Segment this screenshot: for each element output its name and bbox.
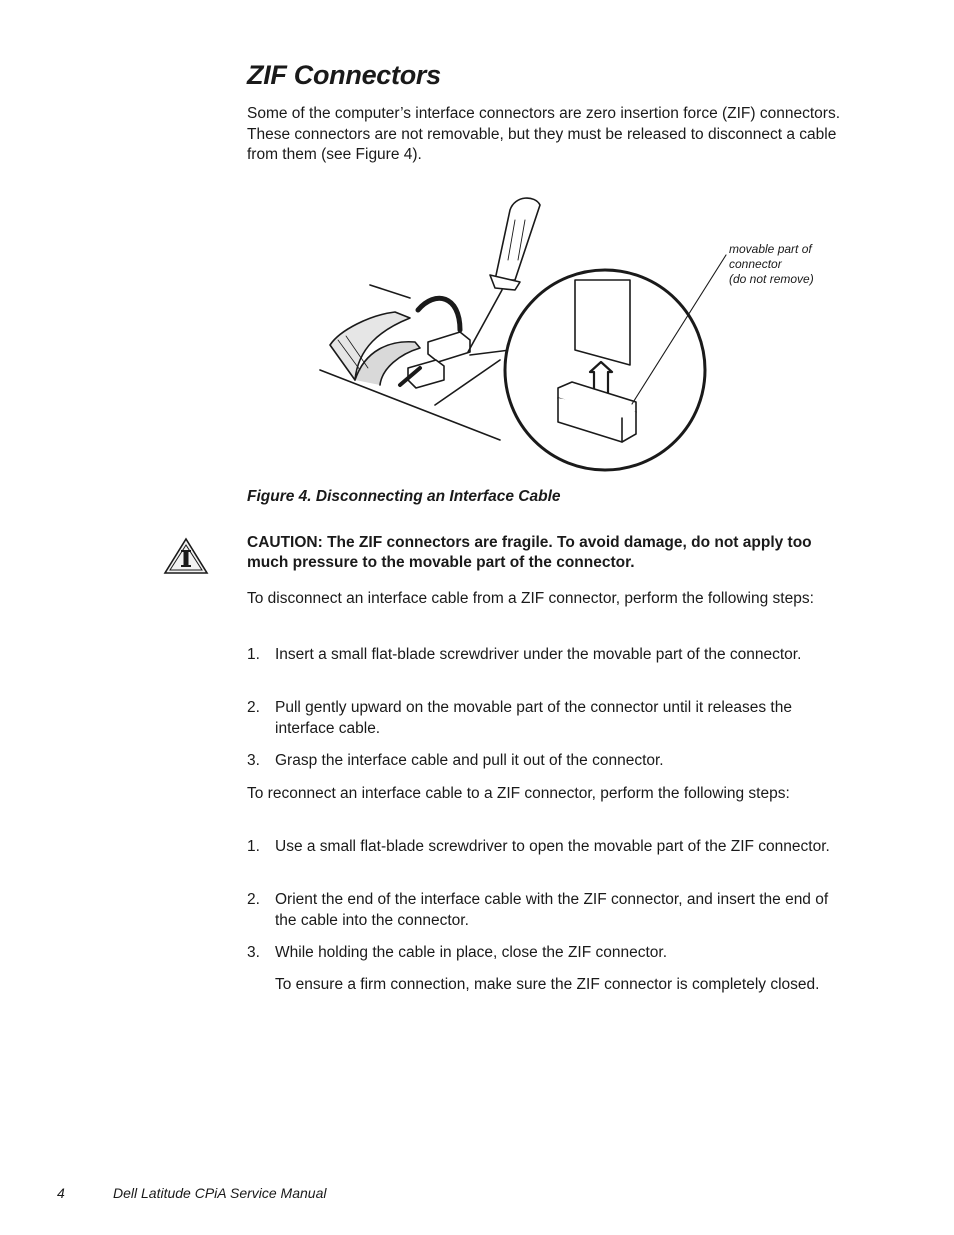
reconnect-step xyxy=(247,837,842,858)
curved-arrow xyxy=(418,298,460,330)
step-number: 3. xyxy=(247,944,260,961)
figure-disconnecting-cable-illustration xyxy=(310,190,850,480)
disconnect-step xyxy=(247,751,842,772)
screwdriver-handle xyxy=(495,198,540,280)
step-number: 1. xyxy=(247,646,260,663)
pointer-line xyxy=(370,285,410,298)
intro-paragraph: Some of the computer’s interface connectors are zero insertion force (ZIF) connectors. These connectors are not removable, but they must be released to disconnect a cable from them (see Figure 4). xyxy=(247,105,840,163)
step-text: Orient the end of the interface cable with the ZIF connector, and insert the end of the cable into the connector. xyxy=(275,891,829,929)
reconnect-step xyxy=(247,943,842,964)
footer-page-number: 4 xyxy=(57,1185,65,1201)
magnifier-pointer xyxy=(470,350,510,355)
footer-manual-title: Dell Latitude CPiA Service Manual xyxy=(113,1185,327,1201)
callout-line: (do not remove) xyxy=(729,272,814,286)
screwdriver-shaft xyxy=(468,290,502,352)
section-heading: ZIF Connectors xyxy=(247,60,441,90)
disconnect-step xyxy=(247,698,842,739)
reconnect-intro: To reconnect an interface cable to a ZIF connector, perform the following steps: xyxy=(247,785,790,802)
callout-label xyxy=(729,242,814,287)
step-number: 2. xyxy=(247,699,260,716)
step-number: 2. xyxy=(247,891,260,908)
callout-line: connector xyxy=(729,257,782,271)
caution-text: CAUTION: The ZIF connectors are fragile. To avoid damage, do not apply too much pressure to the movable part of the connector. xyxy=(247,534,812,571)
step-number: 3. xyxy=(247,752,260,769)
callout-line: movable part of xyxy=(729,242,812,256)
zif-connector-upper xyxy=(428,332,470,362)
caution-triangle-icon xyxy=(162,536,210,576)
step-number: 1. xyxy=(247,838,260,855)
step-text: While holding the cable in place, close the ZIF connector. xyxy=(275,944,668,961)
disconnect-step xyxy=(247,645,842,666)
step-text: Use a small flat-blade screwdriver to open the movable part of the ZIF connector. xyxy=(275,838,830,855)
cable-end-magnified xyxy=(575,280,630,365)
step-text: Grasp the interface cable and pull it out of the connector. xyxy=(275,752,664,769)
reconnect-step xyxy=(247,890,842,931)
step-text: Insert a small flat-blade screwdriver under the movable part of the connector. xyxy=(275,646,802,663)
step-text: Pull gently upward on the movable part of the connector until it releases the interface cable. xyxy=(275,699,792,737)
disconnect-intro: To disconnect an interface cable from a ZIF connector, perform the following steps: xyxy=(247,590,814,607)
figure-caption: Figure 4. Disconnecting an Interface Cable xyxy=(247,488,561,505)
reconnect-note: To ensure a firm connection, make sure the ZIF connector is completely closed. xyxy=(275,976,820,993)
